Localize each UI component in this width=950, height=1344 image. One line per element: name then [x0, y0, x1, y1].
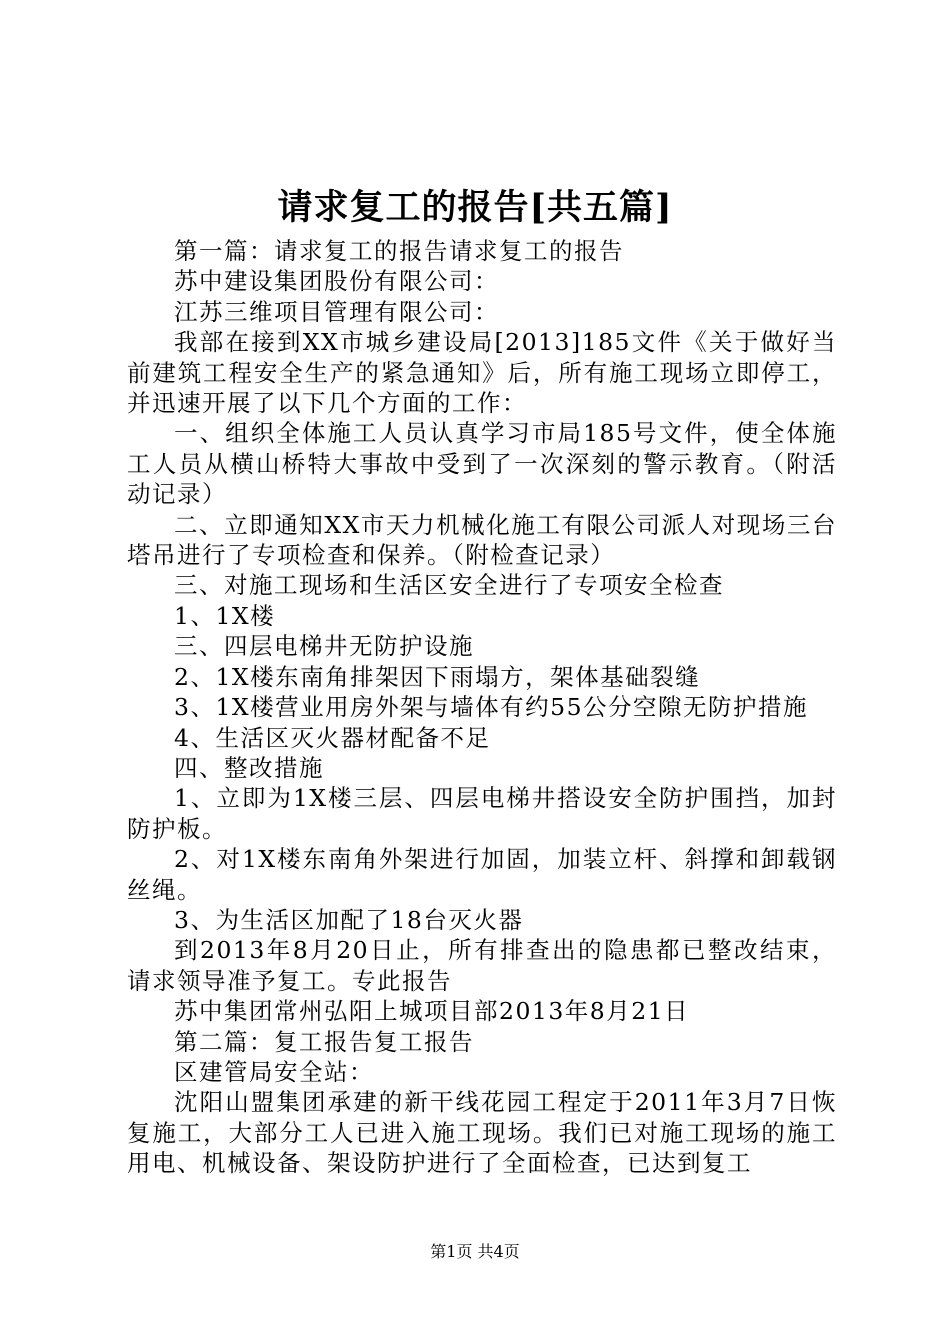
paragraph: 2、对1X楼东南角外架进行加固，加装立杆、斜撑和卸载钢丝绳。	[127, 845, 837, 904]
document-title: 请求复工的报告[共五篇]	[277, 187, 673, 228]
paragraph: 江苏三维项目管理有限公司：	[174, 297, 499, 326]
paragraph: 苏中建设集团股份有限公司：	[174, 267, 499, 296]
page-number-footer: 第1页 共4页	[430, 1242, 520, 1261]
paragraph: 一、组织全体施工人员认真学习市局185号文件，使全体施工人员从横山桥特大事故中受到了一次深刻的警示教育。（附活动记录）	[127, 419, 837, 509]
paragraph: 4、生活区灭火器材配备不足	[174, 723, 491, 752]
paragraph: 四、整改措施	[174, 753, 324, 782]
paragraph: 2、1X楼东南角排架因下雨塌方，架体基础裂缝	[174, 662, 701, 691]
paragraph: 沈阳山盟集团承建的新干线花园工程定于2011年3月7日恢复施工，大部分工人已进入施工现场。我们已对施工现场的施工用电、机械设备、架设防护进行了全面检查，已达到复工	[127, 1088, 837, 1178]
paragraph: 3、为生活区加配了18台灭火器	[174, 905, 524, 934]
paragraph: 二、立即通知XX市天力机械化施工有限公司派人对现场三台塔吊进行了专项检查和保养。（附检查记录）	[127, 510, 837, 570]
paragraph: 我部在接到XX市城乡建设局[2013]185文件《关于做好当前建筑工程安全生产的紧急通知》后，所有施工现场立即停工，并迅速开展了以下几个方面的工作：	[127, 328, 837, 418]
paragraph: 三、四层电梯井无防护设施	[174, 632, 474, 661]
paragraph: 第二篇：复工报告复工报告	[174, 1027, 474, 1056]
paragraph: 第一篇：请求复工的报告请求复工的报告	[174, 237, 624, 265]
document-body	[127, 236, 837, 1179]
paragraph: 三、对施工现场和生活区安全进行了专项安全检查	[174, 571, 724, 600]
paragraph: 区建管局安全站：	[174, 1057, 374, 1086]
paragraph: 到2013年8月20日止，所有排查出的隐患都已整改结束，请求领导准予复工。专此报告	[127, 936, 837, 995]
paragraph: 1、1X楼	[174, 601, 276, 630]
paragraph: 苏中集团常州弘阳上城项目部2013年8月21日	[174, 997, 690, 1026]
paragraph: 3、1X楼营业用房外架与墙体有约55公分空隙无防护措施	[174, 693, 809, 722]
paragraph: 1、立即为1X楼三层、四层电梯井搭设安全防护围挡，加封防护板。	[127, 784, 837, 843]
